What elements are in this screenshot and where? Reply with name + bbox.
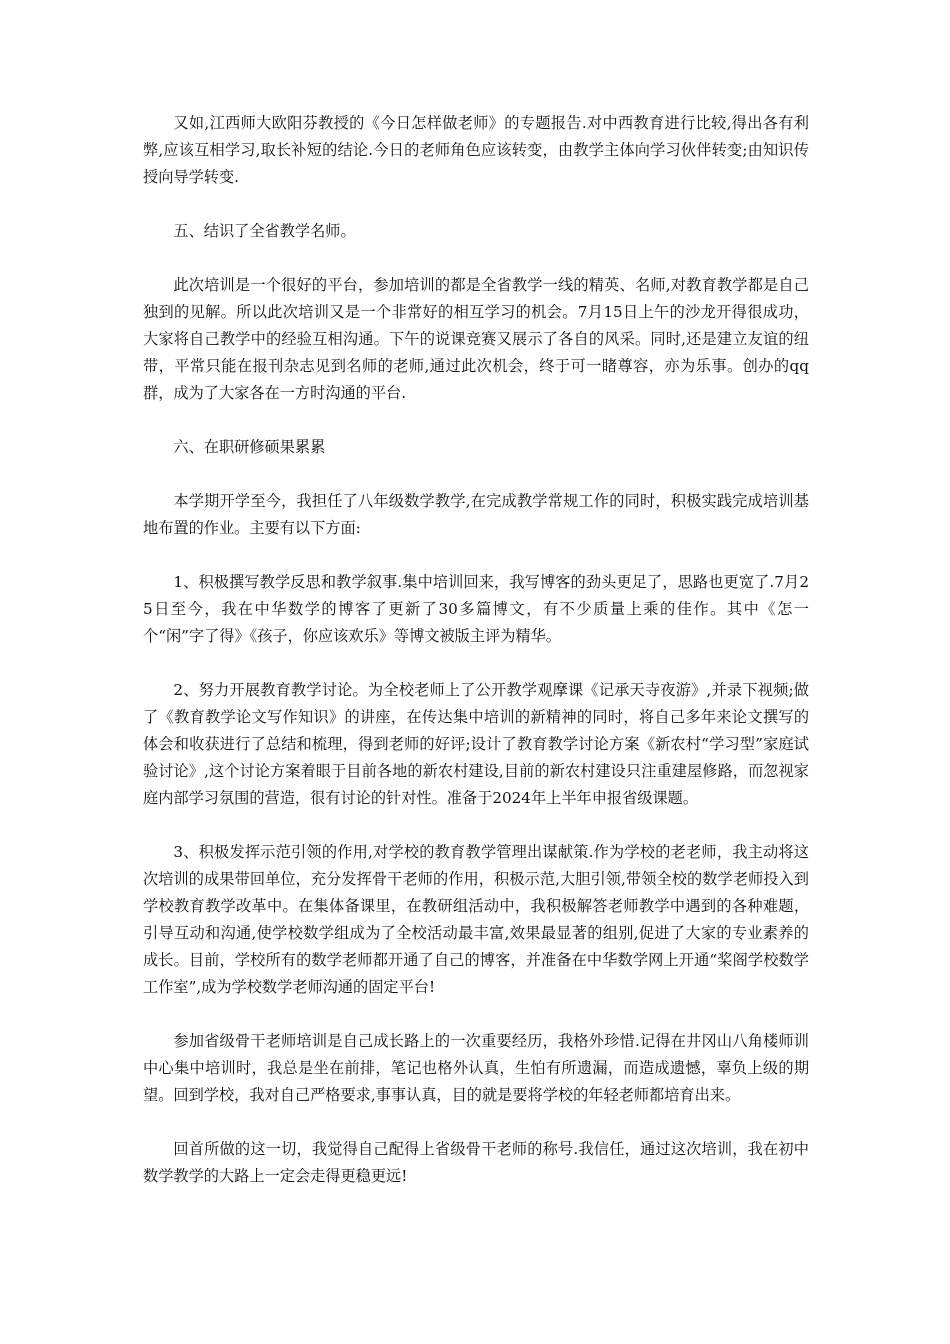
document-page <box>143 110 809 1190</box>
paragraph-item-1: 1、积极撰写教学反思和教学叙事.集中培训回来，我写博客的劲头更足了，思路也更宽了.7月25日至今，我在中华数学的博客了更新了30多篇博文，有不少质量上乘的佳作。其中《怎一个“闲”字了得》《孩子，你应该欢乐》等博文被版主评为精华。 <box>143 573 809 645</box>
section-heading-6: 六、在职研修硕果累累 <box>173 438 326 456</box>
paragraph-item-2: 2、努力开展教育教学讨论。为全校老师上了公开教学观摩课《记承天寺夜游》,并录下视频;做了《教育教学论文写作知识》的讲座，在传达集中培训的新精神的同时，将自己多年来论文撰写的体会和收获进行了总结和梳理，得到老师的好评;设计了教育教学讨论方案《新农村“学习型”家庭试验讨论》,这个讨论方案着眼于目前各地的新农村建设,目前的新农村建设只注重建屋修路，而忽视家庭内部学习氛围的营造，很有讨论的针对性。准备于2024年上半年申报省级课题。 <box>143 681 809 807</box>
paragraph-conclusion: 回首所做的这一切，我觉得自己配得上省级骨干老师的称号.我信任，通过这次培训，我在初中数学教学的大路上一定会走得更稳更远! <box>143 1140 809 1185</box>
section-heading-5: 五、结识了全省教学名师。 <box>173 222 356 240</box>
paragraph-platform: 此次培训是一个很好的平台，参加培训的都是全省教学一线的精英、名师,对教育教学都是自己独到的见解。所以此次培训又是一个非常好的相互学习的机会。7月15日上午的沙龙开得很成功，大家将自己教学中的经验互相沟通。下午的说课竞赛又展示了各自的风采。同时,还是建立友谊的纽带，平常只能在报刊杂志见到名师的老师,通过此次机会，终于可一睹尊容，亦为乐事。创办的qq群，成为了大家各在一方时沟通的平台. <box>143 276 809 402</box>
paragraph-semester: 本学期开学至今，我担任了八年级数学教学,在完成教学常规工作的同时，积极实践完成培训基地布置的作业。主要有以下方面: <box>143 492 809 537</box>
paragraph-ouyang-report: 又如,江西师大欧阳芬教授的《今日怎样做老师》的专题报告.对中西教育进行比较,得出各有利弊,应该互相学习,取长补短的结论.今日的老师角色应该转变，由教学主体向学习伙伴转变;由知识传授向导学转变. <box>143 114 809 186</box>
paragraph-item-3: 3、积极发挥示范引领的作用,对学校的教育教学管理出谋献策.作为学校的老老师，我主动将这次培训的成果带回单位，充分发挥骨干老师的作用，积极示范,大胆引领,带领全校的数学老师投入到学校教育教学改革中。在集体备课里，在教研组活动中，我积极解答老师教学中遇到的各种难题，引导互动和沟通,使学校数学组成为了全校活动最丰富,效果最显著的组别,促进了大家的专业素养的成长。目前，学校所有的数学老师都开通了自己的博客，并准备在中华数学网上开通“桨阁学校数学工作室”,成为学校数学老师沟通的固定平台! <box>143 843 809 996</box>
paragraph-training-experience: 参加省级骨干老师培训是自己成长路上的一次重要经历，我格外珍惜.记得在井冈山八角楼师训中心集中培训时，我总是坐在前排，笔记也格外认真，生怕有所遗漏，而造成遗憾，辜负上级的期望。回到学校，我对自己严格要求,事事认真，目的就是要将学校的年轻老师都培育出来。 <box>143 1032 809 1104</box>
